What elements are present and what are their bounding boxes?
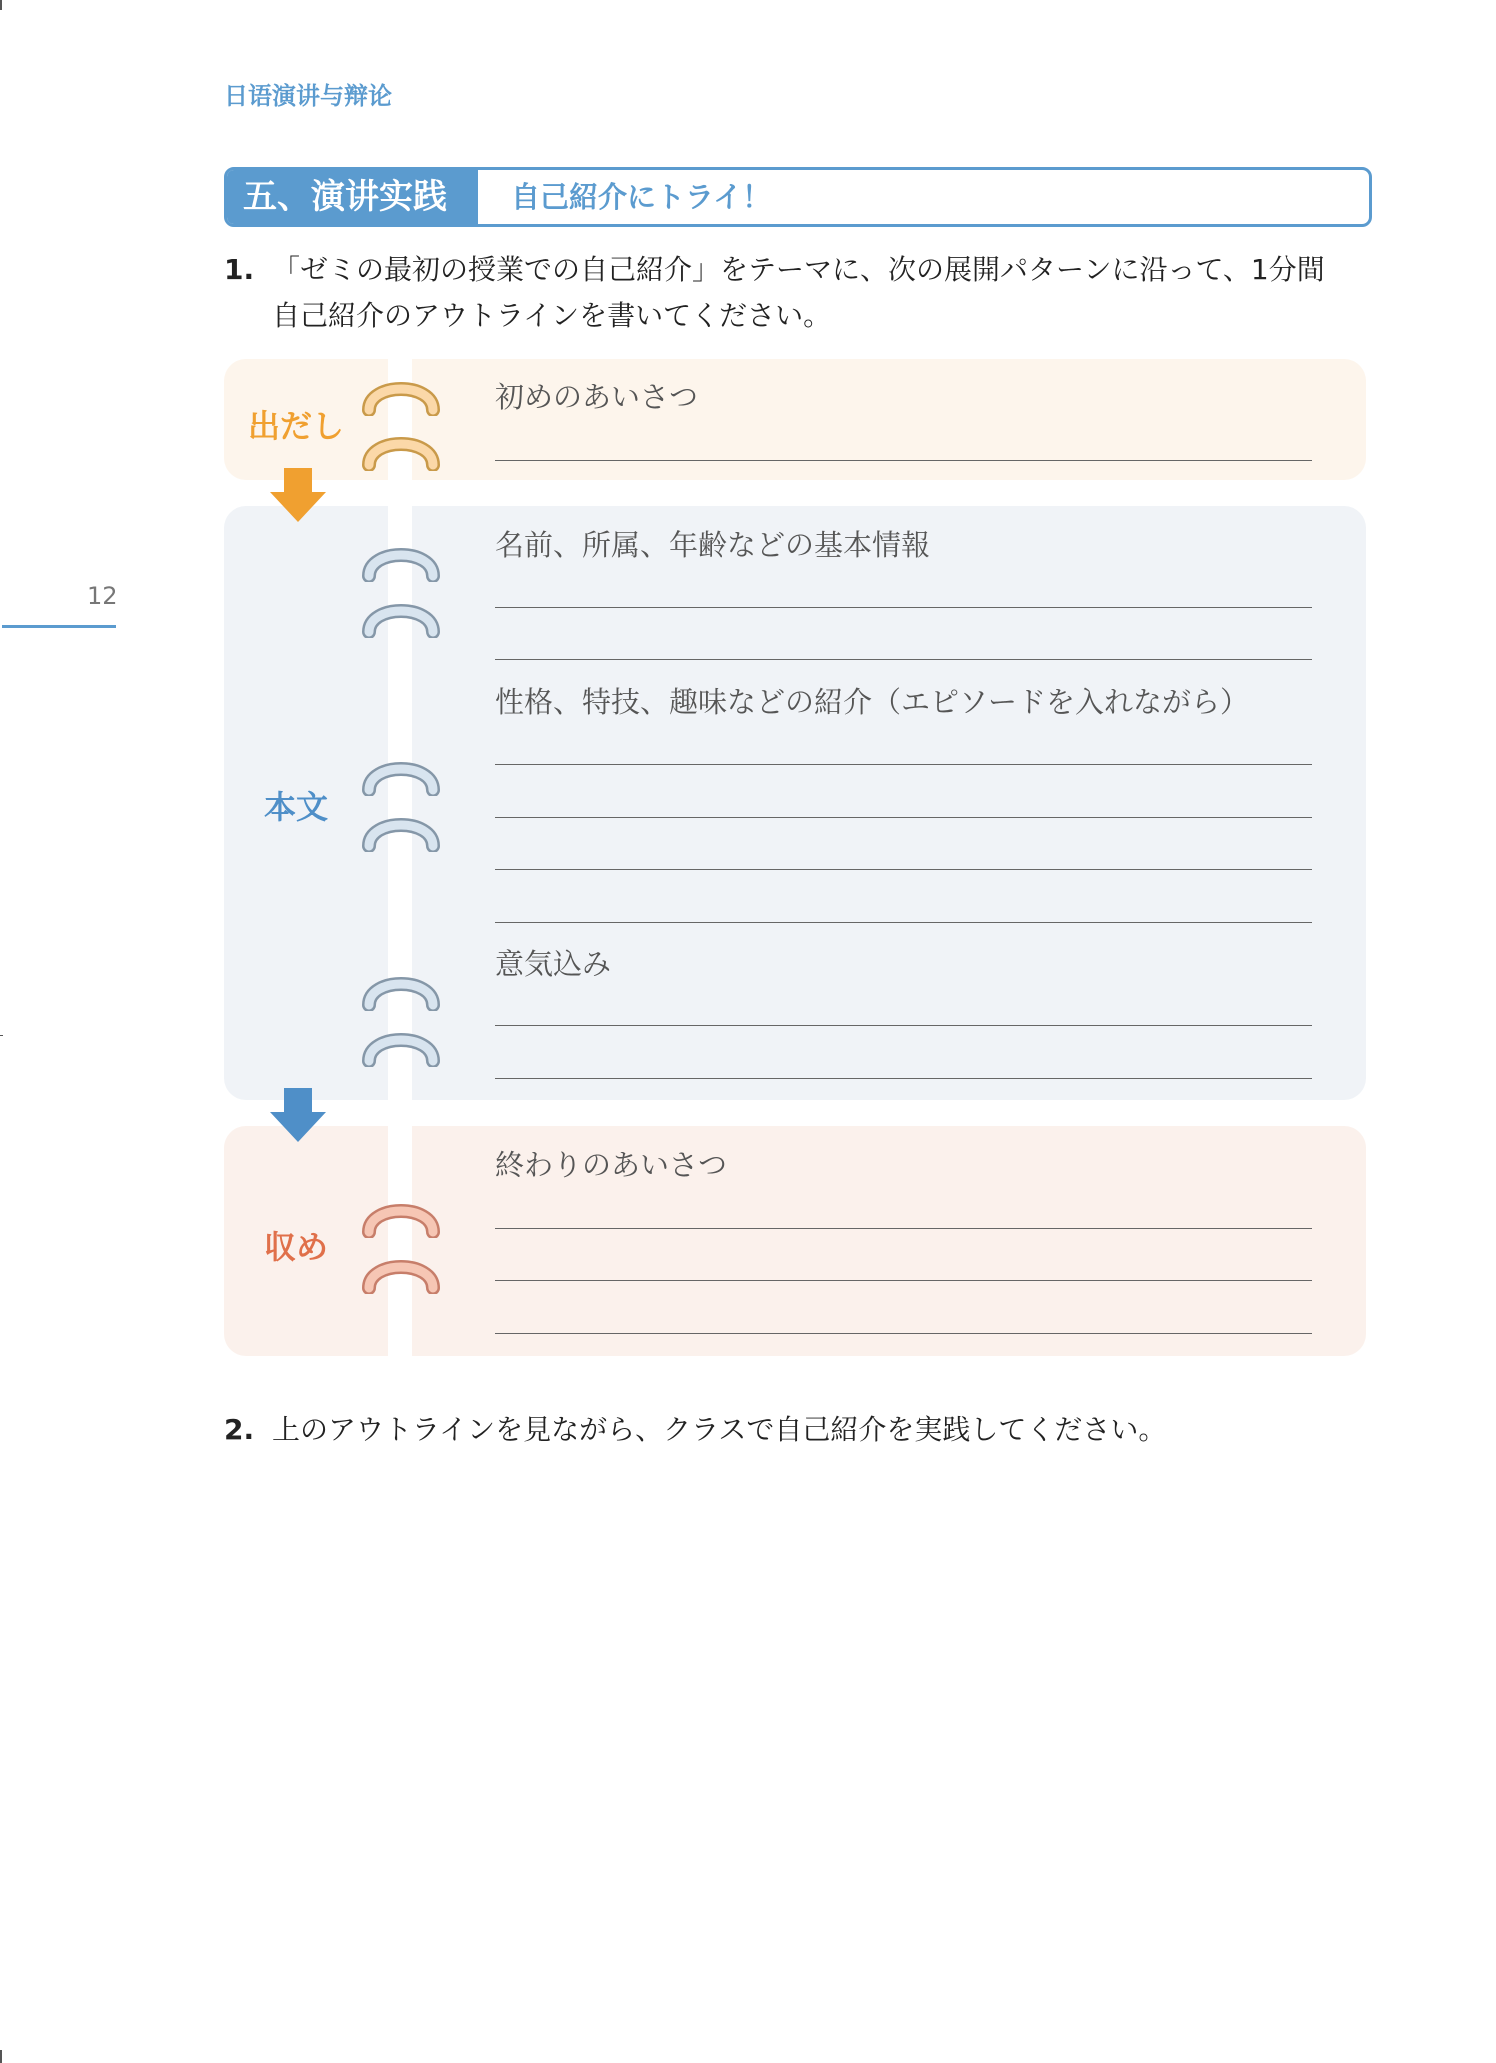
notebook-spine <box>388 1126 412 1356</box>
task-2 <box>224 1407 1366 1453</box>
writing-line <box>495 1078 1312 1079</box>
writing-line <box>495 922 1312 923</box>
binder-ring-icon <box>361 544 441 582</box>
task-1 <box>224 247 1366 339</box>
section-title: 五、演讲实践 <box>227 170 478 224</box>
book-title: 日语演讲与辩论 <box>224 82 392 110</box>
binder-ring-icon <box>361 814 441 852</box>
binder-ring-icon <box>361 758 441 796</box>
opening-label: 出だし <box>247 407 344 445</box>
down-arrow-icon <box>268 1088 328 1144</box>
body-label: 本文 <box>263 788 328 826</box>
down-arrow-icon <box>268 468 328 524</box>
binder-ring-icon <box>361 600 441 638</box>
binder-ring-icon <box>361 378 441 416</box>
crop-mark <box>0 1035 3 1036</box>
writing-line <box>495 764 1312 765</box>
writing-line <box>495 1025 1312 1026</box>
binder-ring-icon <box>361 433 441 471</box>
writing-line <box>495 1333 1312 1334</box>
task-instruction-line: 「ゼミの最初の授業での自己紹介」をテーマに、次の展開パターンに沿って、1分間 <box>272 253 1325 286</box>
writing-line <box>495 607 1312 608</box>
writing-line <box>495 659 1312 660</box>
page-number-rule <box>2 625 116 628</box>
binder-ring-icon <box>361 1256 441 1294</box>
writing-line <box>495 1228 1312 1229</box>
task-instruction-line: 上のアウトラインを見ながら、クラスで自己紹介を実践してください。 <box>272 1413 1167 1446</box>
binder-ring-icon <box>361 973 441 1011</box>
closing-label: 収め <box>263 1228 328 1266</box>
outline-prompt: 名前、所属、年齢などの基本情報 <box>495 528 931 562</box>
task-number: 2. <box>224 1413 255 1446</box>
writing-line <box>495 869 1312 870</box>
section-header <box>224 167 1372 227</box>
crop-mark <box>0 0 2 10</box>
binder-ring-icon <box>361 1029 441 1067</box>
task-instruction-line: 自己紹介のアウトラインを書いてください。 <box>272 299 832 332</box>
crop-mark <box>0 2050 2 2063</box>
writing-line <box>495 460 1312 461</box>
outline-prompt: 意気込み <box>495 947 612 981</box>
outline-prompt: 性格、特技、趣味などの紹介（エピソードを入れながら） <box>495 685 1250 719</box>
writing-line <box>495 817 1312 818</box>
page-number: 12 <box>87 582 118 610</box>
outline-prompt: 初めのあいさつ <box>495 380 699 414</box>
section-subtitle: 自己紹介にトライ！ <box>511 180 772 214</box>
writing-line <box>495 1280 1312 1281</box>
outline-prompt: 終わりのあいさつ <box>495 1148 728 1182</box>
task-number: 1. <box>224 253 255 286</box>
binder-ring-icon <box>361 1200 441 1238</box>
